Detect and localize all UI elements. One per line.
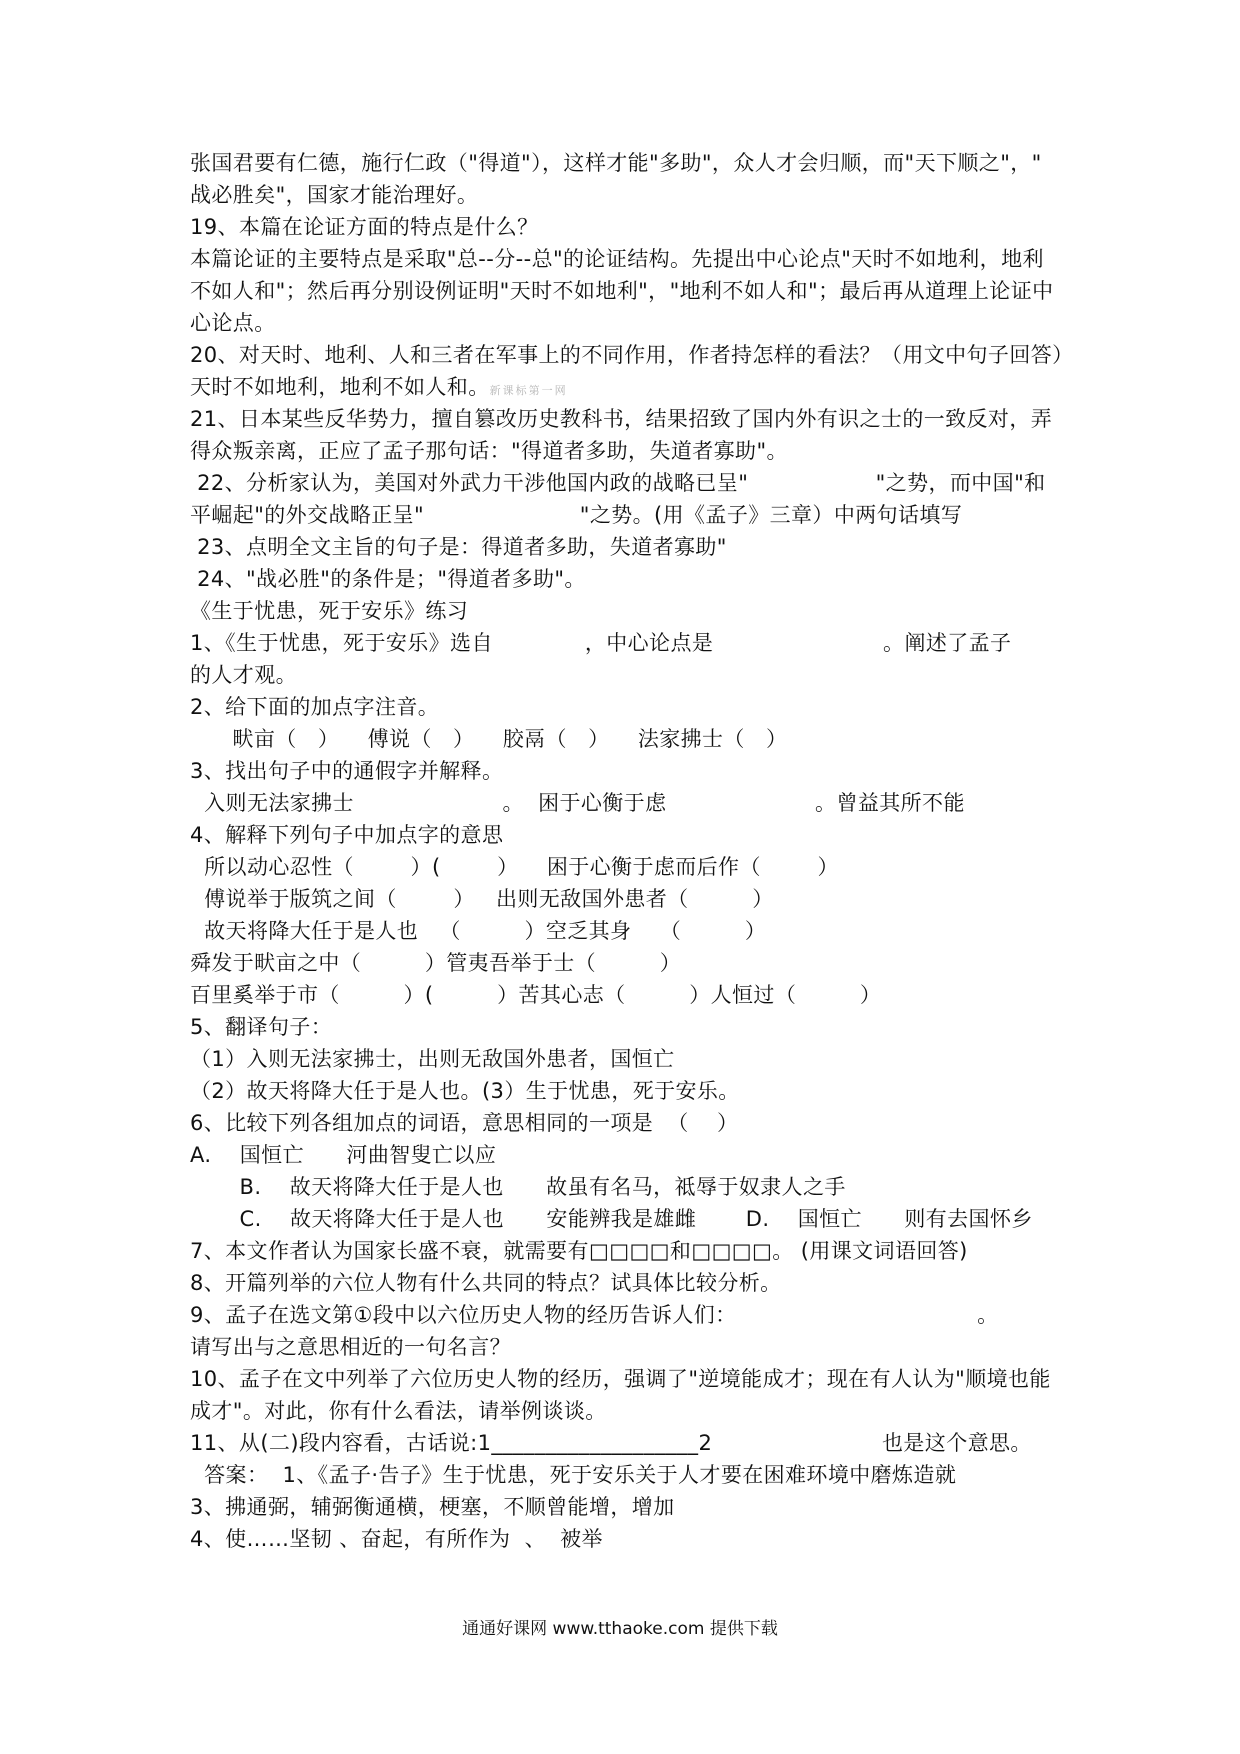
text-line: 畎亩（ ） 傅说（ ） 胶鬲（ ） 法家拂士（ ） <box>190 727 788 751</box>
text-line: （2）故天将降大任于是人也。(3）生于忧患，死于安乐。 <box>190 1079 740 1103</box>
exercise-6: 6、比较下列各组加点的词语，意思相同的一项是 （ ） <box>190 1111 739 1135</box>
text-line: 所以动心忍性（ ）( ） 困于心衡于虑而后作（ ） <box>190 855 839 879</box>
exercise-2: 2、给下面的加点字注音。 <box>190 695 440 719</box>
text-line: 心论点。 <box>190 311 276 335</box>
text-line: 故天将降大任于是人也 （ ）空乏其身 （ ） <box>190 919 767 943</box>
exercise-9: 9、孟子在选文第①段中以六位历史人物的经历告诉人们： 。 <box>190 1303 999 1327</box>
answers-heading: 答案： 1、《孟子·告子》生于忧患，死于安乐关于人才要在困难环境中磨炼造就 <box>190 1463 957 1487</box>
option-b: B. 故天将降大任于是人也 故虽有名马，祗辱于奴隶人之手 <box>190 1175 846 1199</box>
text-line: 傅说举于版筑之间（ ） 出则无敌国外患者（ ） <box>190 887 774 911</box>
exercise-4: 4、解释下列句子中加点字的意思 <box>190 823 504 847</box>
question-21: 21、日本某些反华势力，擅自篡改历史教科书，结果招致了国内外有识之士的一致反对，弄 <box>190 407 1053 431</box>
text-line: 请写出与之意思相近的一句名言？ <box>190 1335 511 1359</box>
exercise-5: 5、翻译句子： <box>190 1015 333 1039</box>
text-line: 本篇论证的主要特点是采取"总--分--总"的论证结构。先提出中心论点"天时不如地利，地利 <box>190 247 1044 271</box>
text-line: 的人才观。 <box>190 663 297 687</box>
answer-20: 天时不如地利，地利不如人和。 <box>190 375 490 399</box>
text-line: 百里奚举于市（ ）( ）苦其心志（ ）人恒过（ ） <box>190 983 882 1007</box>
exercise-8: 8、开篇列举的六位人物有什么共同的特点？试具体比较分析。 <box>190 1271 782 1295</box>
question-22: 22、分析家认为，美国对外武力干涉他国内政的战略已呈" "之势，而中国"和 <box>190 471 1046 495</box>
text-line: 平崛起"的外交战略正呈" "之势。(用《孟子》三章）中两句话填写 <box>190 503 963 527</box>
text-line: 不如人和"；然后再分别设例证明"天时不如地利"，"地利不如人和"；最后再从道理上论证中 <box>190 279 1054 303</box>
text-line: （1）入则无法家拂士，出则无敌国外患者，国恒亡 <box>190 1047 675 1071</box>
page-footer: 通通好课网 www.tthaoke.com 提供下载 <box>462 1619 778 1639</box>
answer-3: 3、拂通弼，辅弼衡通横，梗塞，不顺曾能增，增加 <box>190 1495 675 1519</box>
text-line: 张国君要有仁德，施行仁政（"得道"），这样才能"多助"，众人才会归顺，而"天下顺之"，" <box>190 151 1042 175</box>
exercise-1: 1、《生于忧患，死于安乐》选自 ，中心论点是 。阐述了孟子 <box>190 631 1012 655</box>
watermark: 新课标第一网 <box>489 384 568 397</box>
question-23: 23、点明全文主旨的句子是：得道者多助，失道者寡助" <box>190 535 727 559</box>
option-a: A. 国恒亡 河曲智叟亡以应 <box>190 1143 497 1167</box>
text-line: 舜发于畎亩之中（ ）管夷吾举于士（ ） <box>190 951 682 975</box>
text-line: 成才"。对此，你有什么看法，请举例谈谈。 <box>190 1399 607 1423</box>
section-title: 《生于忧患，死于安乐》练习 <box>190 599 469 623</box>
exercise-11: 11、从(二)段内容看，古话说:1___________________2 也是这个意思。 <box>190 1431 1032 1455</box>
question-19: 19、本篇在论证方面的特点是什么？ <box>190 215 539 239</box>
question-24: 24、"战必胜"的条件是；"得道者多助"。 <box>190 567 586 591</box>
text-line: 入则无法家拂士 。 困于心衡于虑 。曾益其所不能 <box>190 791 965 815</box>
text-line: 得众叛亲离，正应了孟子那句话："得道者多助，失道者寡助"。 <box>190 439 788 463</box>
exercise-7: 7、本文作者认为国家长盛不衰，就需要有□□□□和□□□□。 (用课文词语回答) <box>190 1239 968 1263</box>
text-line: 战必胜矣"，国家才能治理好。 <box>190 183 479 207</box>
exercise-10: 10、孟子在文中列举了六位历史人物的经历，强调了"逆境能成才；现在有人认为"顺境也能 <box>190 1367 1051 1391</box>
question-20: 20、对天时、地利、人和三者在军事上的不同作用，作者持怎样的看法？（用文中句子回答） <box>190 343 1074 367</box>
exercise-3: 3、找出句子中的通假字并解释。 <box>190 759 504 783</box>
text-line <box>190 375 568 403</box>
answer-4: 4、使……坚韧 、奋起，有所作为 、 被举 <box>190 1527 603 1551</box>
option-c-d: C. 故天将降大任于是人也 安能辨我是雄雌 D. 国恒亡 则有去国怀乡 <box>190 1207 1033 1231</box>
